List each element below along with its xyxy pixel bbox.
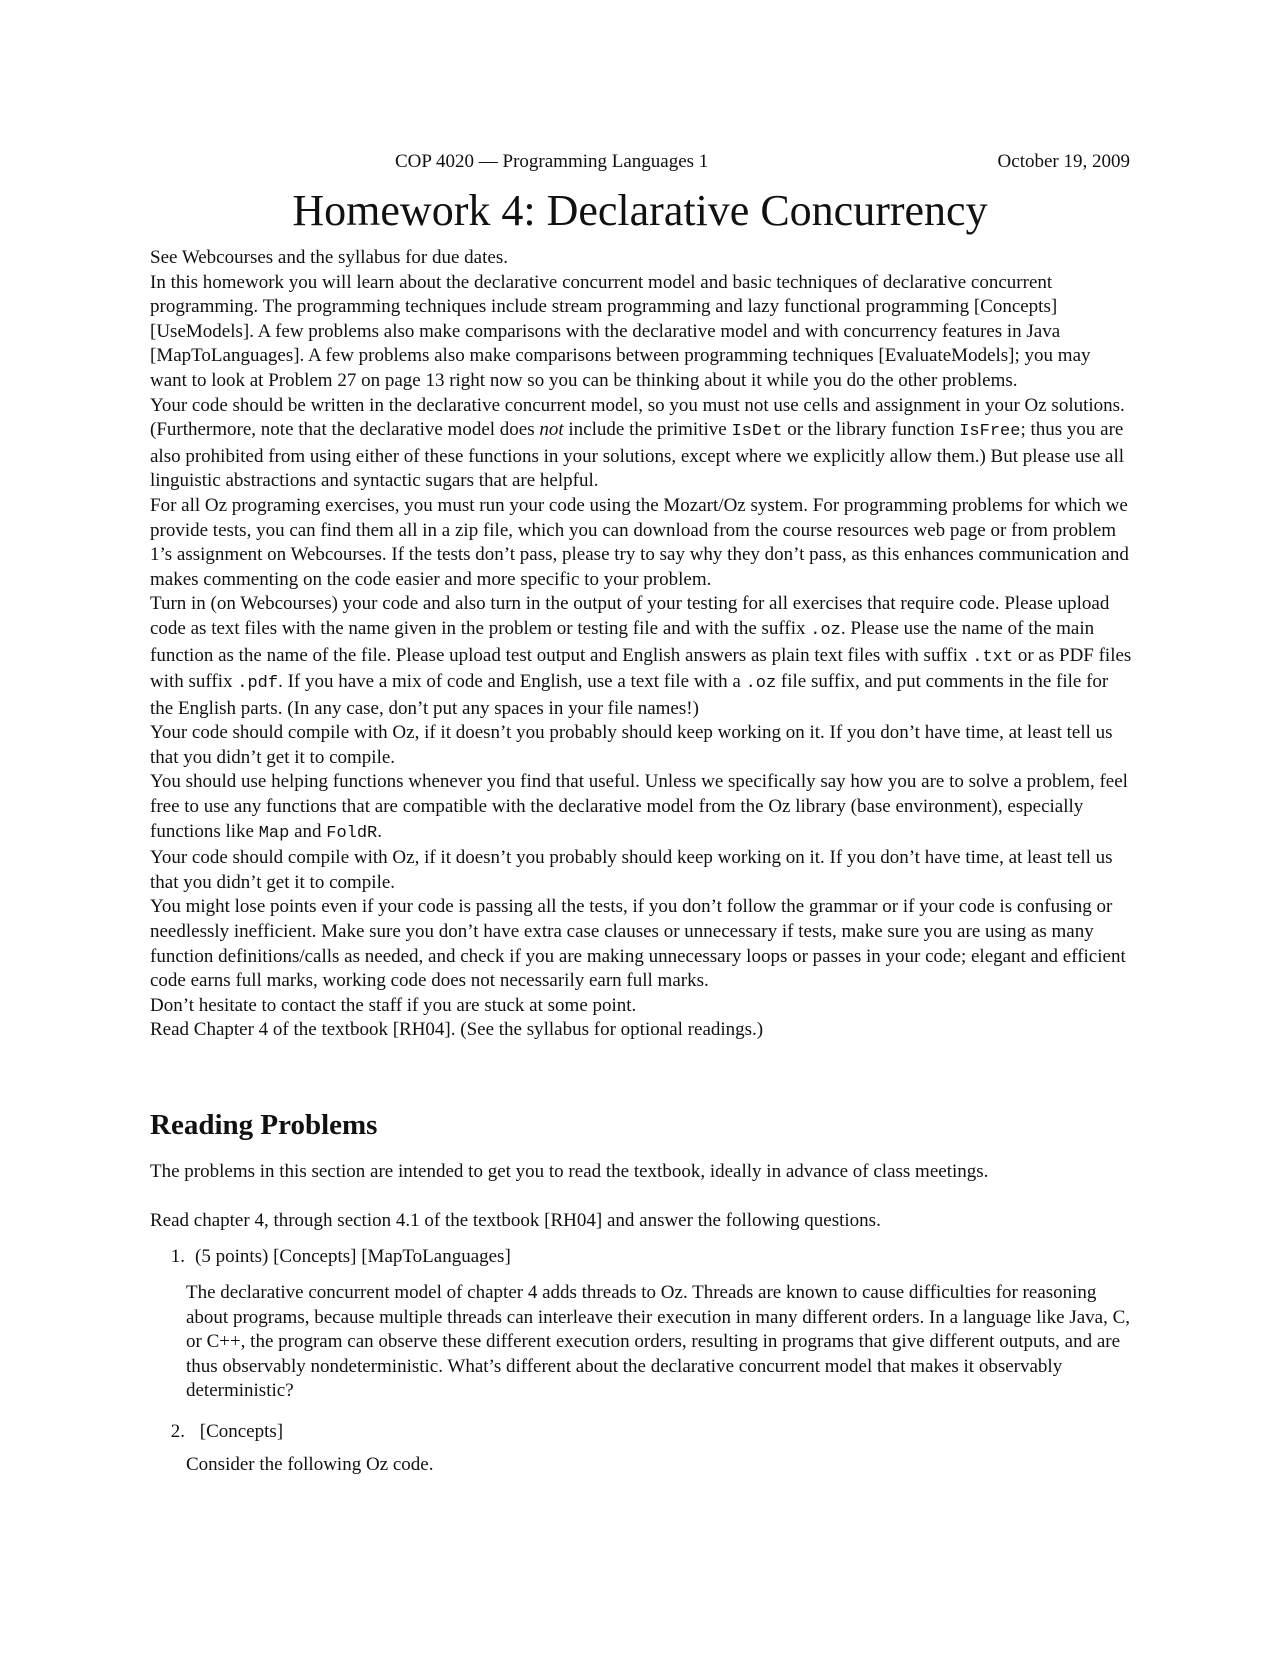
problem-label: [Concepts] — [195, 1421, 284, 1442]
text-run: Turn in (on Webcourses) your code and also turn in the output of your testing for all exercises that require code. Please upload code as text files with the name given in the problem or testing file and with the suffix — [150, 593, 1110, 639]
page-header — [150, 151, 1130, 177]
intro-paragraph-contact: Don’t hesitate to contact the staff if you are stuck at some point. — [150, 994, 637, 1016]
text-run: Your code should be written in the declarative concurrent model, so you must not use cells and assignment in your Oz solutions. (Furthermore, note that the declarative model does — [150, 394, 1125, 441]
text-run: . Please use the name of the main function as the name of the file. Please upload test output and English answers as plain text files with suffix — [150, 617, 1095, 666]
code-isfree: IsFree — [959, 422, 1021, 442]
intro-paragraph-turn-in — [150, 592, 1132, 721]
text-run: . If you have a mix of code and English, use a text file with a — [278, 671, 746, 693]
section-instruction-paragraph: Read chapter 4, through section 4.1 of the textbook [RH04] and answer the following questions. — [150, 1210, 881, 1231]
code-map: Map — [258, 823, 290, 843]
text-run: ; thus you are also prohibited from using either of these functions in your solutions, except where we explicitly allow them.) But please use all linguistic abstractions and syntactic sugars that are helpful. — [150, 419, 1125, 492]
code-oz-suffix-2: .oz — [745, 674, 777, 694]
intro-paragraph-compile-repeat: Your code should compile with Oz, if it doesn’t you probably should keep working on it. If you don’t have time, at least tell us that you didn’t get it to compile. — [150, 847, 1113, 893]
section-heading-reading-problems: Reading Problems — [150, 1109, 378, 1141]
problem-number: 1. — [170, 1246, 185, 1267]
problem-1-header — [155, 1245, 511, 1269]
problem-1-body: The declarative concurrent model of chapter 4 adds threads to Oz. Threads are known to cause difficulties for reasoning about programs, because multiple threads can interleave their execution in many different orders. In a language like Java, C, or C++, the program can observe these different execution orders, resulting in programs that give different outputs, and are thus observably nondeterministic. What’s different about the declarative concurrent model that makes it observably deterministic? — [186, 1282, 1131, 1402]
intro-paragraph-reading: Read Chapter 4 of the textbook [RH04]. (See the syllabus for optional readings.) — [150, 1019, 764, 1041]
intro-paragraph-helpers — [150, 770, 1132, 846]
problem-2-header — [155, 1420, 283, 1444]
text-run: or as PDF files with suffix — [150, 644, 1132, 693]
intro-paragraph-overview: In this homework you will learn about the declarative concurrent model and basic techniques of declarative concurrent programming. The programming techniques include stream programming and lazy functional programming [Concepts] [UseModels]. A few problems also make comparisons with the declarative model and with concurrency features in Java [MapToLanguages]. A few problems also make comparisons between programming techniques [EvaluateModels]; you may want to look at Problem 27 on page 13 right now so you can be thinking about it while you do the other problems. — [150, 271, 1091, 391]
code-pdf-suffix: .pdf — [237, 674, 279, 694]
text-run: You should use helping functions whenever you find that useful. Unless we specifically say how you are to solve a problem, feel free to use any functions that are compatible with the declarative model from the Oz library (base environment), especially functions like — [150, 771, 1128, 842]
intro-paragraph-grading: You might lose points even if your code is passing all the tests, if you don’t follow the grammar or if your code is confusing or needlessly inefficient. Make sure you don’t have extra case clauses or unnecessary if tests, make sure you are using as many function definitions/calls as needed, and check if you are making unnecessary loops or passes in your code; elegant and efficient code earns full marks, working code does not necessarily earn full marks. — [150, 896, 1126, 992]
section-intro-paragraph: The problems in this section are intended to get you to read the textbook, ideally in advance of class meetings. — [150, 1161, 989, 1182]
intro-paragraph-mozart: For all Oz programing exercises, you must run your code using the Mozart/Oz system. For programming problems for which we provide tests, you can find them all in a zip file, which you can download from the course resources web page or from problem 1’s assignment on Webcourses. If the tests don’t pass, please try to say why they don’t pass, as this enhances communication and makes commenting on the code easier and more specific to your problem. — [150, 494, 1129, 590]
document-title: Homework 4: Declarative Concurrency — [292, 186, 988, 235]
problem-label: (5 points) [Concepts] [MapToLanguages] — [195, 1246, 511, 1267]
text-run: include the primitive — [563, 419, 732, 441]
code-foldr: FoldR — [326, 823, 378, 843]
intro-paragraph-due-dates: See Webcourses and the syllabus for due dates. — [150, 247, 508, 268]
code-oz-suffix: .oz — [810, 620, 841, 640]
intro-paragraph-compile: Your code should compile with Oz, if it doesn’t you probably should keep working on it. If you don’t have time, at least tell us that you didn’t get it to compile. — [150, 722, 1113, 768]
emphasis-not: not — [539, 419, 564, 441]
text-run: or the library function — [782, 419, 960, 441]
intro-paragraph-model-rules — [150, 394, 1132, 494]
text-run: . — [377, 820, 383, 842]
text-run: and — [289, 820, 327, 842]
intro-section — [150, 246, 1132, 1043]
code-isdet: IsDet — [731, 422, 783, 442]
course-name: COP 4020 — Programming Languages 1 — [395, 151, 709, 172]
header-date: October 19, 2009 — [997, 151, 1130, 172]
text-run: file suffix, and put comments in the file for the English parts. (In any case, don’t put any spaces in your file names!) — [150, 671, 1109, 719]
problem-2-body: Consider the following Oz code. — [186, 1454, 434, 1475]
code-txt-suffix: .txt — [972, 647, 1014, 667]
problem-number: 2. — [170, 1421, 185, 1442]
